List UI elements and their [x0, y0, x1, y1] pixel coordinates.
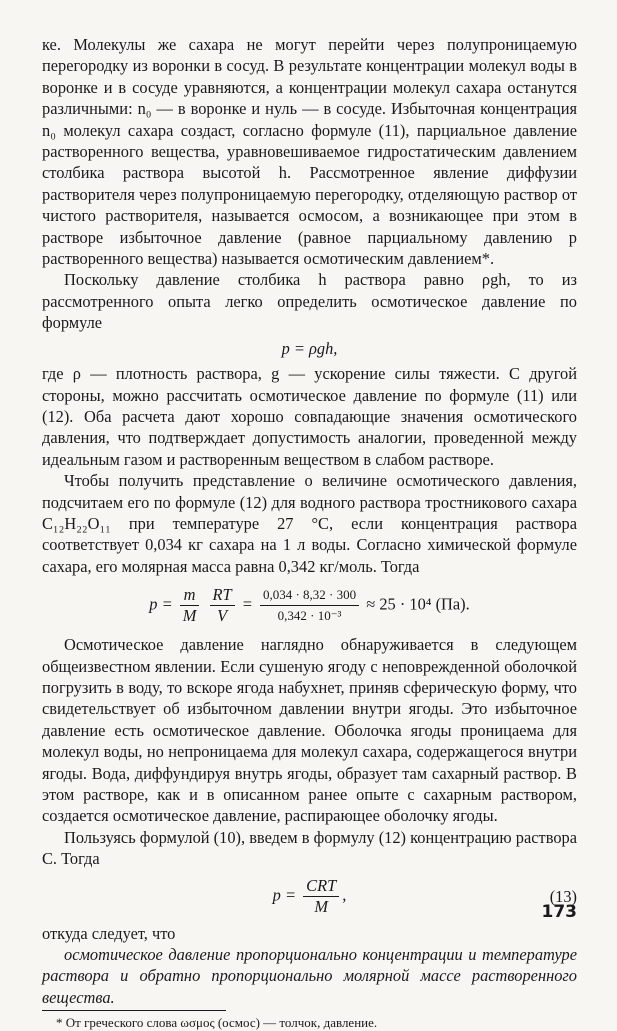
- formula-lhs: p =: [149, 594, 173, 614]
- paragraph: Осмотическое давление наглядно обнаруживается в следующем общеизвестном явлении. Если сушеную ягоду с неповрежденной оболочкой погрузить в воду, то вскоре ягода набухнет, приняв сферическую форму, что свидетельствует об избыточном давлении внутри ягоды. Это избыточное давление есть осмотическое давление. Оболочка ягоды проницаема для молекул воды, но непроницаема для молекул сахара, содержащегося внутри ягоды. Вода, диффундируя внутрь ягоды, образует там сахарный раствор. В этом растворе, как и в описанном ранее опыте с сахарным раствором, создается осмотическое давление, распирающее оболочку ягоды.: [42, 635, 577, 826]
- numerator: CRT: [303, 876, 339, 897]
- paragraph: Поскольку давление столбика h раствора равно ρgh, то из рассмотренного опыта легко определить осмотическое давление по формуле: [42, 270, 577, 333]
- conclusion-statement: осмотическое давление пропорционально концентрации и температуре раствора и обратно пропорционально молярной массе растворенного вещества.: [42, 945, 577, 1007]
- footnote: [42, 1010, 378, 1031]
- numerator: 0,034 · 8,32 · 300: [260, 585, 359, 606]
- paragraph: Чтобы получить представление о величине осмотического давления, подсчитаем его по формуле (12) для водного раствора тростникового сахара C₁₂H₂₂O₁₁ при температуре 27 °C, если концентрация раствора соответствует 0,034 кг сахара на 1 л воды. Согласно химической формуле сахара, его молярная масса равна 0,342 кг/моль. Тогда: [42, 471, 577, 576]
- fraction-m-over-M: [180, 585, 200, 626]
- numerator: m: [180, 585, 200, 606]
- fraction-CRT-over-M: [303, 876, 339, 917]
- body-text: [42, 34, 577, 1008]
- paragraph: ке. Молекулы же сахара не могут перейти через полупроницаемую перегородку из воронки в сосуд. В результате концентрации молекул воды в воронке и в сосуде уравняются, а концентрации молекул сахара останутся различными: n₀ — в воронке и нуль — в сосуде. Избыточная концентрация n₀ молекул сахара создаст, согласно формуле (11), парциальное давление растворенного вещества, уравновешиваемое гидростатическим давлением столбика раствора высотой h. Рассмотренное явление диффузии растворителя через полупроницаемую перегородку, отделяющую раствор от чистого растворителя, называется осмосом, а возникающее при этом в растворе избыточное давление (равное парциальному давлению p растворенного вещества) называется осмотическим давлением*.: [42, 35, 577, 269]
- fraction-RT-over-V: [210, 585, 235, 626]
- numerator: RT: [210, 585, 235, 606]
- page-number: 173: [541, 902, 577, 922]
- paragraph: Пользуясь формулой (10), введем в формулу (12) концентрацию раствора C. Тогда: [42, 827, 577, 869]
- footnote-text: * От греческого слова ωσμος (осмос) — толчок, давление.: [56, 1015, 378, 1031]
- formula-calculation: [42, 585, 577, 626]
- formula-13: [42, 876, 577, 917]
- formula-osmotic-pressure: p = ρgh,: [281, 338, 338, 358]
- denominator: M: [314, 896, 328, 916]
- paragraph: где ρ — плотность раствора, g — ускорение силы тяжести. С другой стороны, можно рассчитать осмотическое давление по формуле (11) или (12). Оба расчета дают хорошо совпадающие значения осмотического давления, что подтверждает допустимость аналогии, проведенной между идеальным газом и растворенным веществом в слабом растворе.: [42, 364, 577, 469]
- formula-result: ≈ 25 · 10⁴ (Па).: [366, 594, 470, 614]
- formula-tail: ,: [342, 884, 347, 904]
- denominator: M: [182, 606, 197, 626]
- denominator: V: [217, 606, 228, 626]
- formula-lhs: p =: [272, 884, 297, 904]
- paragraph: откуда следует, что: [42, 923, 176, 943]
- equation-number: (13): [549, 886, 577, 906]
- fraction-numeric: [260, 585, 359, 626]
- equals-sign: =: [241, 594, 253, 614]
- denominator: 0,342 · 10⁻³: [277, 608, 342, 624]
